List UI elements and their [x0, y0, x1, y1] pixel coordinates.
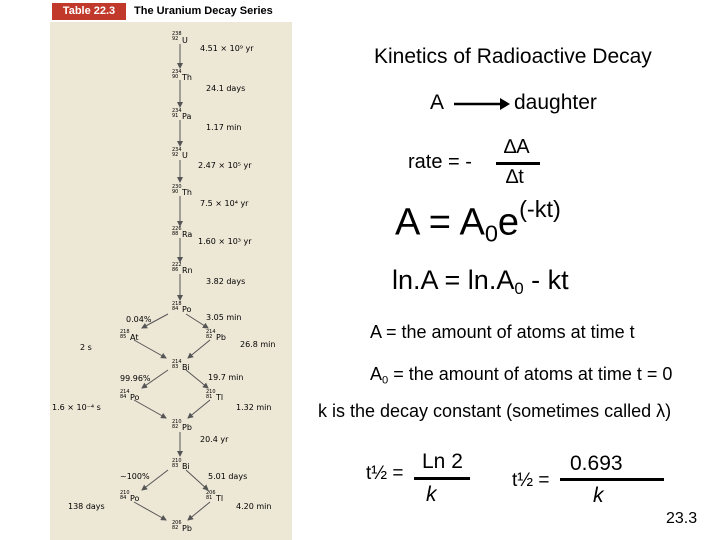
branch-bi214-po: 99.96%: [120, 374, 151, 383]
half-life-ra226: 1.60 × 10³ yr: [198, 237, 252, 246]
nuclide-pa234-symbol: Pa: [182, 112, 192, 121]
nuclide-pb210-symbol: Pb: [182, 423, 192, 432]
arrow-bi214-tl210: [186, 370, 208, 388]
half-life-formula-lhs: t½ =: [366, 463, 404, 484]
nuclide-bi210-symbol: Bi: [182, 462, 190, 471]
arrow-po218-pb214: [186, 314, 208, 328]
rate-denominator: ∆t: [506, 166, 524, 188]
nuclide-rn222-symbol: Rn: [182, 266, 193, 275]
slide-title: Kinetics of Radioactive Decay: [374, 45, 652, 68]
arrow-po210-pb206: [134, 502, 166, 520]
branch-bi210-po: ~100%: [120, 472, 150, 481]
half-life-tl206: 4.20 min: [236, 502, 272, 511]
nuclide-ra226-symbol: Ra: [182, 230, 193, 239]
rate-fraction-bar: [496, 162, 540, 165]
nuclide-th234-symbol: Th: [182, 73, 192, 82]
uranium-decay-table: [50, 0, 292, 540]
nuclide-tl210: 210 81: [206, 389, 216, 400]
nuclide-u234: 234 92: [172, 147, 182, 158]
decay-arrows: [50, 0, 292, 540]
half-life-numeric-bar: [560, 478, 664, 481]
half-life-formula-numerator: Ln 2: [422, 450, 463, 473]
table-number-tag: Table 22.3: [52, 3, 126, 20]
nuclide-bi214: 214 83: [172, 359, 182, 370]
nuclide-rn222: 222 86: [172, 262, 182, 273]
half-life-pb214: 26.8 min: [240, 340, 276, 349]
log-equation: $\ln.A = \ln.A_0$ - kt: [392, 265, 569, 299]
nuclide-th234: 234 90: [172, 69, 182, 80]
nuclide-bi210: 210 83: [172, 458, 182, 469]
nuclide-pb206-symbol: Pb: [182, 524, 192, 533]
nuclide-pb214-symbol: Pb: [216, 333, 226, 342]
reaction-product: daughter: [514, 91, 597, 114]
nuclide-po210-symbol: Po: [130, 494, 140, 503]
arrow-po214-pb210: [134, 400, 166, 418]
branch-po218-at: 0.04%: [126, 315, 152, 324]
half-life-u234: 2.47 × 10⁵ yr: [198, 161, 252, 170]
half-life-po218: 3.05 min: [206, 313, 242, 322]
nuclide-tl206: 206 81: [206, 490, 216, 501]
nuclide-po214-symbol: Po: [130, 393, 140, 402]
half-life-formula-bar: [414, 477, 470, 480]
nuclide-po218: 218 84: [172, 301, 182, 312]
arrow-tl206-pb206: [188, 502, 210, 520]
definition-k: k is the decay constant (sometimes called λ): [318, 401, 672, 421]
half-life-at218: 2 s: [80, 343, 92, 352]
nuclide-pb214: 214 82: [206, 329, 216, 340]
nuclide-pb210: 210 82: [172, 419, 182, 430]
nuclide-u238-symbol: U: [182, 36, 188, 45]
half-life-numeric-numerator: 0.693: [570, 452, 623, 475]
half-life-bi210: 5.01 days: [208, 472, 248, 481]
half-life-numeric-denominator: k: [593, 484, 604, 507]
nuclide-ra226: 226 88: [172, 226, 182, 237]
nuclide-at218-symbol: At: [130, 333, 139, 342]
nuclide-po218-symbol: Po: [182, 305, 192, 314]
arrow-bi210-tl206: [186, 470, 208, 490]
nuclide-u238: 238 92: [172, 31, 182, 42]
rate-numerator: ∆A: [504, 136, 530, 158]
arrow-pb214-bi214: [188, 340, 210, 358]
half-life-th234: 24.1 days: [206, 84, 246, 93]
nuclide-bi214-symbol: Bi: [182, 363, 190, 372]
nuclide-pb206: 206 82: [172, 520, 182, 531]
rate-label: rate = -: [408, 151, 472, 173]
half-life-tl210: 1.32 min: [236, 403, 272, 412]
half-life-po210: 138 days: [68, 502, 105, 511]
half-life-bi214: 19.7 min: [208, 373, 244, 382]
table-title: The Uranium Decay Series: [134, 5, 273, 17]
reaction-arrow-icon: [452, 97, 512, 111]
half-life-pb210: 20.4 yr: [200, 435, 229, 444]
decay-equation: $A = A_0e^{(-kt)}$: [395, 196, 561, 247]
half-life-u238: 4.51 × 10⁹ yr: [200, 44, 254, 53]
half-life-rn222: 3.82 days: [206, 277, 246, 286]
nuclide-tl206-symbol: Tl: [216, 494, 224, 503]
nuclide-th230: 230 90: [172, 184, 182, 195]
reaction-reactant: A: [430, 91, 445, 114]
nuclide-po210: 210 84: [120, 490, 130, 501]
arrow-tl210-pb210: [188, 400, 210, 418]
slide-number: 23.3: [666, 510, 698, 527]
nuclide-po214: 214 84: [120, 389, 130, 400]
half-life-th230: 7.5 × 10⁴ yr: [200, 199, 249, 208]
half-life-numeric-lhs: t½ =: [512, 470, 550, 491]
half-life-pa234: 1.17 min: [206, 123, 242, 132]
definition-a: A = the amount of atoms at time t: [370, 322, 635, 342]
nuclide-at218: 218 85: [120, 329, 130, 340]
half-life-po214: 1.6 × 10⁻⁴ s: [52, 403, 101, 412]
nuclide-pa234: 234 91: [172, 108, 182, 119]
arrow-at218-bi214: [134, 340, 166, 358]
half-life-formula-denominator: k: [426, 483, 437, 506]
nuclide-tl210-symbol: Tl: [216, 393, 224, 402]
nuclide-u234-symbol: U: [182, 151, 188, 160]
definition-a0: $A_0$ = the amount of atoms at time t = 0: [370, 364, 673, 387]
nuclide-th230-symbol: Th: [182, 188, 192, 197]
